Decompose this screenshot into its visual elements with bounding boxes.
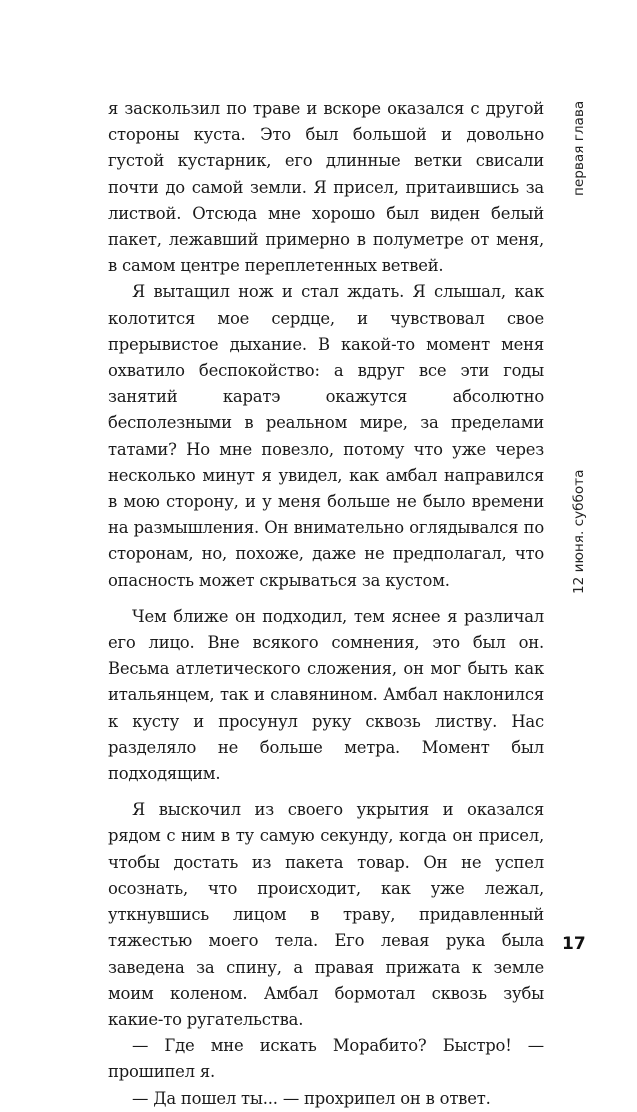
paragraph-3: Чем ближе он подходил, тем яснее я различал его лицо. Вне всякого сомнения, это был он. Весьма атлетического сложения, он мог быть как итальянцем, так и славянином. Амбал наклонился к кусту и просунул руку сквозь листву. Нас разделяло не больше метра. Момент был подходящим. [108,606,544,784]
paragraph-4: Я выскочил из своего укрытия и оказался рядом с ним в ту самую секунду, когда он присел, чтобы достать из пакета товар. Он не успел осознать, что происходит, как уже лежал, уткнувшись лицом в траву, придавленный тяжестью моего тела. Его левая рука была заведена за спину, а правая прижата к земле моим коленом. Амбал бормотал сквозь зубы какие-то ругательства. [108,800,544,1029]
paragraph-5: — Где мне искать Морабито? Быстро! — прошипел я. [108,1036,544,1082]
paragraph-1: я заскользил по траве и вскоре оказался с другой стороны куста. Это был большой и довольно густой кустарник, его длинные ветки свисали почти до самой земли. Я присел, притаившись за листвой. Отсюда мне хорошо был виден белый пакет, лежавший примерно в полуметре от меня, в самом центре переплетенных ветвей. [108,99,544,276]
paragraph-2: Я вытащил нож и стал ждать. Я слышал, как колотится мое сердце, и чувствовал свое прерывистое дыхание. В какой-то момент меня охватило беспокойство: а вдруг все эти годы занятий каратэ окажутся абсолютно бесполезными в реальном мире, за пределами татами? Но мне повезло, потому что уже через несколько минут я увидел, как амбал направился в мою сторону, и у меня больше не было времени на размышления. Он внимательно оглядывался по сторонам, но, похоже, даже не предполагал, что опасность может скрываться за кустом. [108,282,544,590]
paragraph-6: — Да пошел ты... — прохрипел он в ответ. [132,1088,491,1108]
body-text [108,96,544,1112]
running-head-chapter: первая глава [571,100,587,196]
running-head-date: 12 июня. суббота [571,469,587,594]
page-number: 17 [562,934,586,954]
